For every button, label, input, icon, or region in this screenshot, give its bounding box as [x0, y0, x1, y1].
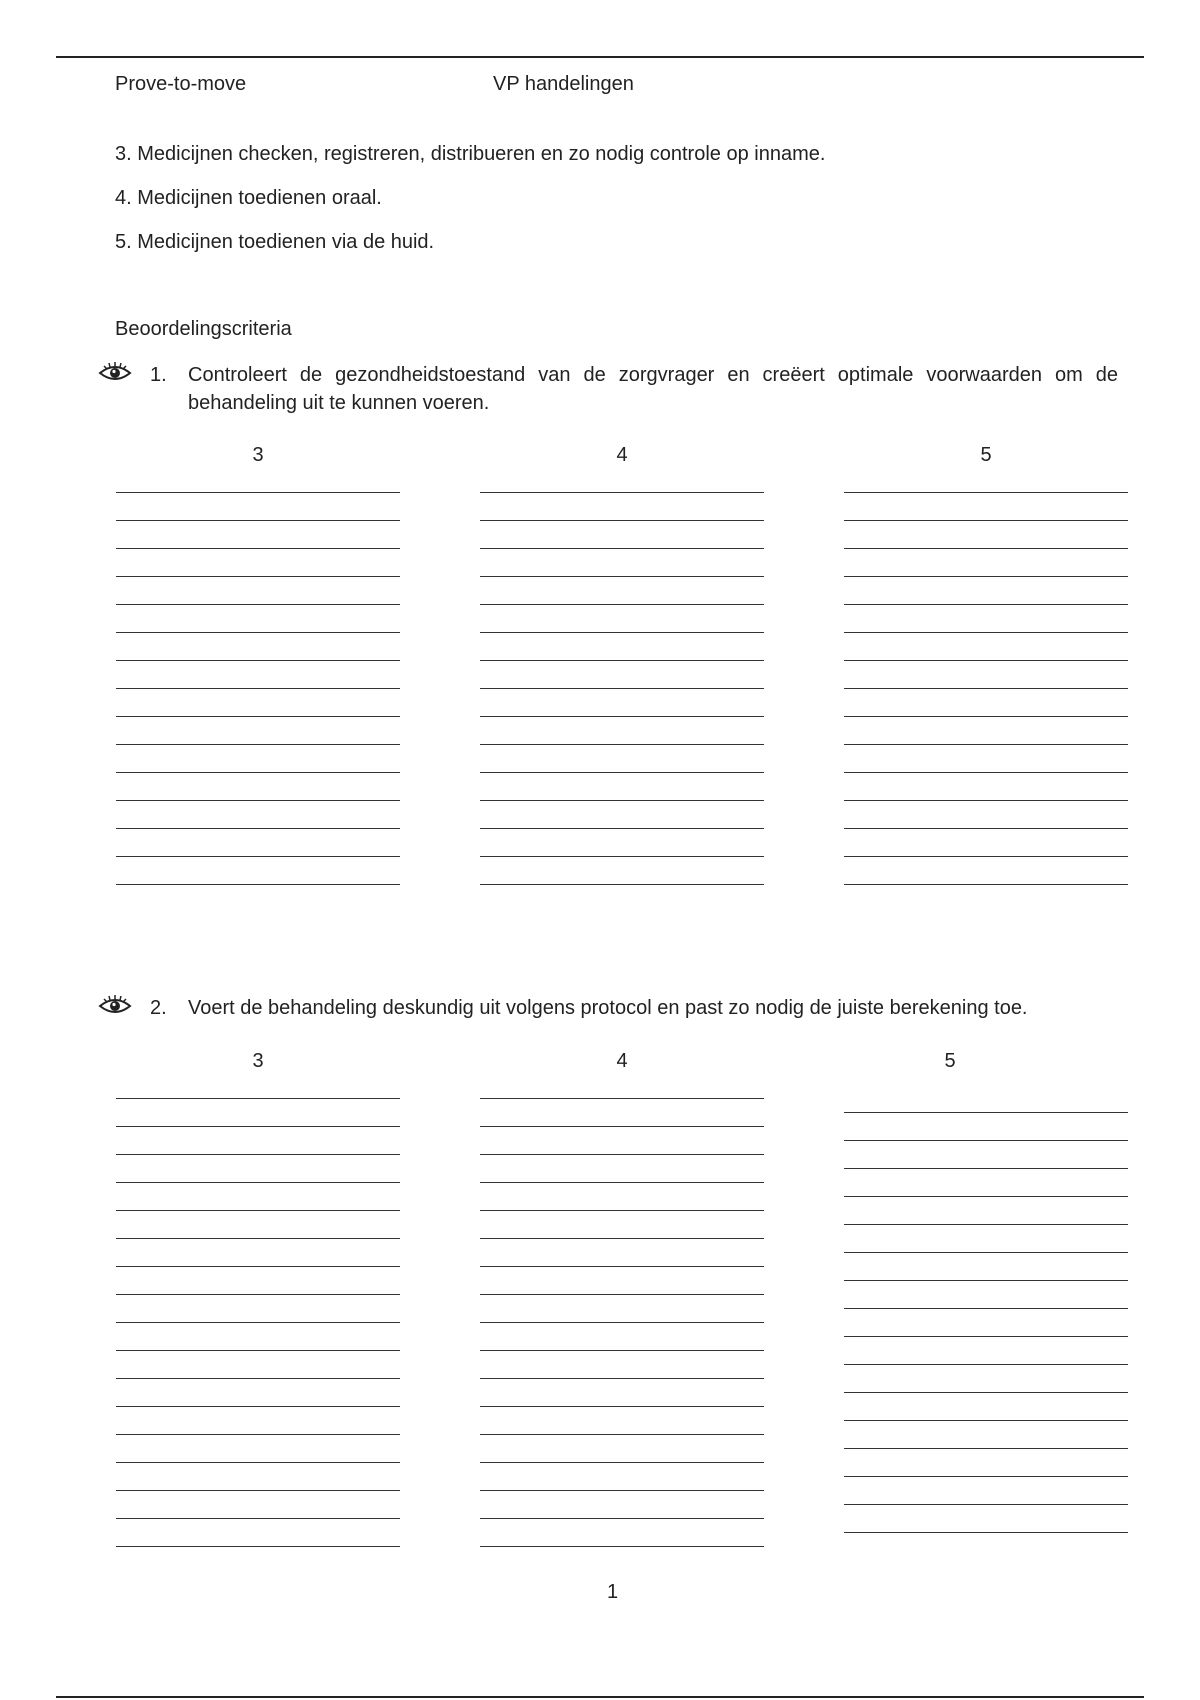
- answer-line: [116, 800, 400, 801]
- answer-line: [844, 576, 1128, 577]
- answer-line: [480, 716, 764, 717]
- bottom-rule: [56, 1696, 1144, 1698]
- top-rule: [56, 56, 1144, 58]
- score-label: 4: [616, 1050, 628, 1072]
- answer-lines: [844, 492, 1128, 912]
- answer-line: [480, 1126, 764, 1127]
- header-subtitle: VP handelingen: [493, 73, 634, 95]
- answer-line: [116, 1518, 400, 1519]
- answer-line: [116, 1462, 400, 1463]
- answer-line: [480, 1210, 764, 1211]
- answer-line: [480, 856, 764, 857]
- answer-line: [480, 604, 764, 605]
- answer-line: [844, 520, 1128, 521]
- answer-line: [844, 716, 1128, 717]
- score-label: 5: [944, 1050, 956, 1072]
- page-number: 1: [607, 1581, 619, 1603]
- answer-line: [480, 1378, 764, 1379]
- answer-line: [480, 1266, 764, 1267]
- answer-line: [844, 1476, 1128, 1477]
- answer-line: [844, 1504, 1128, 1505]
- answer-line: [844, 1448, 1128, 1449]
- criterion-text: Voert de behandeling deskundig uit volgens protocol en past zo nodig de juiste berekening toe.: [188, 997, 1028, 1019]
- answer-line: [844, 856, 1128, 857]
- answer-line: [116, 1238, 400, 1239]
- answer-line: [480, 1490, 764, 1491]
- answer-line: [116, 492, 400, 493]
- answer-line: [844, 884, 1128, 885]
- answer-line: [844, 828, 1128, 829]
- answer-line: [844, 1168, 1128, 1169]
- answer-line: [116, 1098, 400, 1099]
- answer-line: [844, 604, 1128, 605]
- answer-line: [116, 1406, 400, 1407]
- answer-line: [480, 548, 764, 549]
- intro-list: [115, 142, 825, 274]
- answer-line: [116, 884, 400, 885]
- answer-line: [844, 1532, 1128, 1533]
- answer-line: [480, 660, 764, 661]
- answer-line: [844, 1364, 1128, 1365]
- list-item: 4. Medicijnen toedienen oraal.: [115, 187, 382, 209]
- score-label: 3: [252, 444, 264, 466]
- answer-line: [480, 688, 764, 689]
- answer-lines: [116, 492, 400, 912]
- answer-line: [844, 1224, 1128, 1225]
- answer-line: [116, 716, 400, 717]
- answer-line: [844, 632, 1128, 633]
- answer-line: [116, 1210, 400, 1211]
- answer-line: [116, 1182, 400, 1183]
- answer-line: [480, 1350, 764, 1351]
- answer-line: [480, 1154, 764, 1155]
- score-label: 4: [616, 444, 628, 466]
- answer-line: [116, 772, 400, 773]
- answer-line: [844, 1140, 1128, 1141]
- list-item: 3. Medicijnen checken, registreren, distribueren en zo nodig controle op inname.: [115, 143, 826, 165]
- answer-line: [116, 1378, 400, 1379]
- answer-line: [844, 1420, 1128, 1421]
- eye-icon: [98, 994, 132, 1018]
- answer-line: [480, 1406, 764, 1407]
- criterion-number: 2.: [150, 997, 167, 1019]
- criterion-2: [98, 994, 1118, 1024]
- answer-line: [844, 688, 1128, 689]
- answer-line: [116, 660, 400, 661]
- answer-line: [116, 1546, 400, 1547]
- answer-line: [844, 744, 1128, 745]
- answer-line: [116, 1266, 400, 1267]
- answer-line: [480, 492, 764, 493]
- answer-line: [480, 576, 764, 577]
- answer-lines: [844, 1112, 1128, 1560]
- answer-line: [844, 800, 1128, 801]
- answer-line: [116, 1154, 400, 1155]
- answer-line: [116, 1126, 400, 1127]
- answer-line: [116, 548, 400, 549]
- answer-line: [844, 772, 1128, 773]
- answer-lines: [480, 492, 764, 912]
- answer-line: [116, 1434, 400, 1435]
- answer-line: [480, 884, 764, 885]
- answer-line: [116, 1322, 400, 1323]
- answer-line: [480, 800, 764, 801]
- section-title: Beoordelingscriteria: [115, 318, 292, 340]
- score-label: 3: [252, 1050, 264, 1072]
- answer-line: [480, 1462, 764, 1463]
- answer-line: [480, 1098, 764, 1099]
- answer-line: [844, 1196, 1128, 1197]
- list-item: 5. Medicijnen toedienen via de huid.: [115, 231, 435, 253]
- answer-line: [844, 1392, 1128, 1393]
- answer-lines: [116, 1098, 400, 1574]
- answer-line: [480, 520, 764, 521]
- answer-line: [844, 548, 1128, 549]
- answer-line: [844, 1112, 1128, 1113]
- header-title: Prove-to-move: [115, 73, 247, 95]
- answer-line: [480, 1294, 764, 1295]
- criterion-text: Controleert de gezondheidstoestand van de zorgvrager en creëert optimale voorwaarden om de behandeling uit te kunnen voeren.: [188, 364, 1118, 414]
- answer-line: [844, 1336, 1128, 1337]
- answer-line: [116, 604, 400, 605]
- answer-line: [116, 856, 400, 857]
- eye-icon: [98, 361, 132, 385]
- answer-line: [116, 576, 400, 577]
- answer-line: [116, 1350, 400, 1351]
- answer-line: [116, 1294, 400, 1295]
- answer-line: [480, 1182, 764, 1183]
- answer-line: [116, 744, 400, 745]
- answer-line: [480, 632, 764, 633]
- answer-line: [480, 1434, 764, 1435]
- answer-line: [480, 1322, 764, 1323]
- criterion-number: 1.: [150, 364, 167, 386]
- answer-line: [116, 632, 400, 633]
- answer-line: [844, 1308, 1128, 1309]
- answer-line: [116, 1490, 400, 1491]
- answer-line: [844, 1252, 1128, 1253]
- criterion-1: [98, 361, 1118, 421]
- answer-line: [480, 1238, 764, 1239]
- answer-line: [480, 1546, 764, 1547]
- answer-line: [480, 828, 764, 829]
- answer-line: [844, 492, 1128, 493]
- answer-line: [480, 1518, 764, 1519]
- answer-line: [116, 520, 400, 521]
- answer-line: [116, 828, 400, 829]
- answer-line: [844, 660, 1128, 661]
- answer-lines: [480, 1098, 764, 1574]
- answer-line: [480, 772, 764, 773]
- score-label: 5: [980, 444, 992, 466]
- answer-line: [844, 1280, 1128, 1281]
- answer-line: [116, 688, 400, 689]
- answer-line: [480, 744, 764, 745]
